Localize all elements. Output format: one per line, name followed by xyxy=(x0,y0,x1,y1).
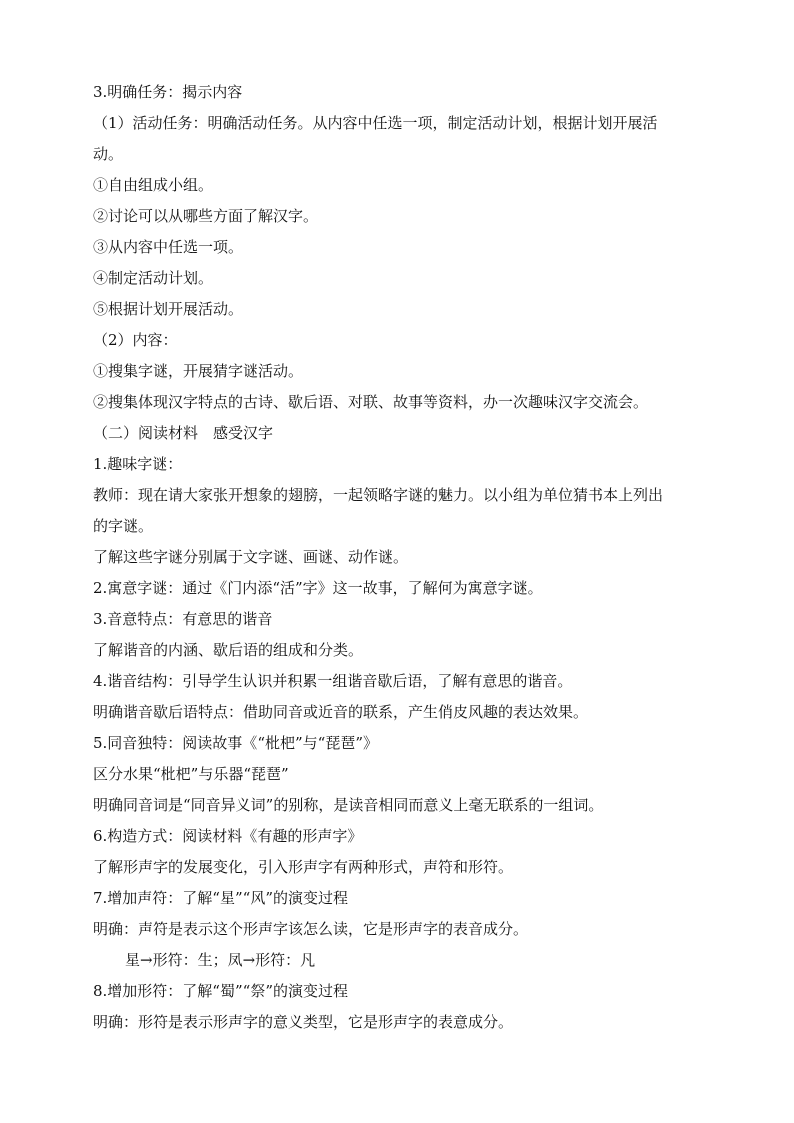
heading-homophone-unique: 5.同音独特：阅读故事《“枇杷”与“琵琶”》 xyxy=(93,734,378,752)
subheading-content: （2）内容： xyxy=(93,331,178,349)
paragraph-activity-task: （1）活动任务：明确活动任务。从内容中任选一项，制定活动计划，根据计划开展活 xyxy=(93,114,658,132)
paragraph-phonetic-definition: 明确：声符是表示这个形声字该怎么读，它是形声字的表音成分。 xyxy=(93,920,529,938)
content-item-2: ②搜集体现汉字特点的古诗、歇后语、对联、故事等资料，办一次趣味汉字交流会。 xyxy=(93,393,649,411)
content-item-1: ①搜集字谜，开展猜字谜活动。 xyxy=(93,362,304,380)
section-heading-3: 3.明确任务：揭示内容 xyxy=(93,83,243,101)
heading-add-phonetic: 7.增加声符：了解“星”“风”的演变过程 xyxy=(93,889,348,907)
paragraph-semantic-definition: 明确：形符是表示形声字的意义类型，它是形声字的表意成分。 xyxy=(93,1013,514,1031)
paragraph-activity-task-cont: 动。 xyxy=(93,145,124,163)
example-evolution: 星→形符：生；凤→形符：凡 xyxy=(125,951,316,969)
list-item-3: ③从内容中任选一项。 xyxy=(93,238,244,256)
heading-riddles: 1.趣味字谜： xyxy=(93,455,183,473)
section-heading-reading: （二）阅读材料 感受汉字 xyxy=(93,424,274,442)
heading-homophone-structure: 4.谐音结构：引导学生认识并积累一组谐音歇后语，了解有意思的谐音。 xyxy=(93,672,573,690)
paragraph-homophone-words: 明确同音词是“同音异义词”的别称，是读音相同而意义上毫无联系的一组词。 xyxy=(93,796,604,814)
paragraph-homophone: 了解谐音的内涵、歇后语的组成和分类。 xyxy=(93,641,364,659)
heading-sound-meaning: 3.音意特点：有意思的谐音 xyxy=(93,610,273,628)
paragraph-xiehouyu-feature: 明确谐音歇后语特点：借助同音或近音的联系，产生俏皮风趣的表达效果。 xyxy=(93,703,589,721)
paragraph-teacher: 教师：现在请大家张开想象的翅膀，一起领略字谜的魅力。以小组为单位猜书本上列出 xyxy=(93,486,664,504)
paragraph-riddle-types: 了解这些字谜分别属于文字谜、画谜、动作谜。 xyxy=(93,548,409,566)
list-item-4: ④制定活动计划。 xyxy=(93,269,214,287)
document-body xyxy=(93,77,713,1038)
heading-add-semantic: 8.增加形符：了解“蜀”“祭”的演变过程 xyxy=(93,982,348,1000)
list-item-1: ①自由组成小组。 xyxy=(93,176,214,194)
list-item-5: ⑤根据计划开展活动。 xyxy=(93,300,244,318)
heading-construction: 6.构造方式：阅读材料《有趣的形声字》 xyxy=(93,827,363,845)
paragraph-distinguish: 区分水果“枇杷”与乐器“琵琶” xyxy=(93,765,289,783)
paragraph-teacher-cont: 的字谜。 xyxy=(93,517,154,535)
list-item-2: ②讨论可以从哪些方面了解汉字。 xyxy=(93,207,319,225)
heading-meaning-riddles: 2.寓意字谜：通过《门内添“活”字》这一故事，了解何为寓意字谜。 xyxy=(93,579,543,597)
paragraph-phono-semantic: 了解形声字的发展变化，引入形声字有两种形式，声符和形符。 xyxy=(93,858,514,876)
